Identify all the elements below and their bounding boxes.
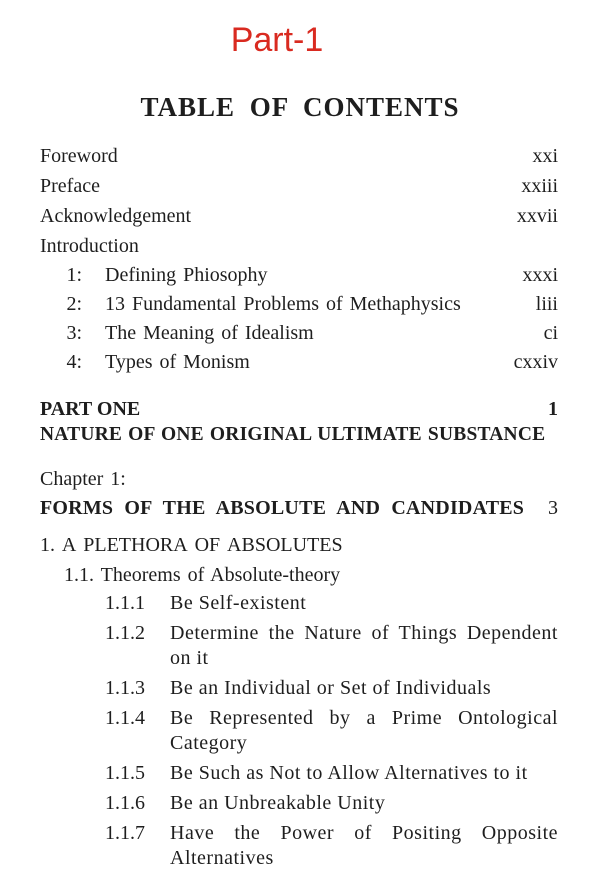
toc-entry-number: 3: [66,322,82,344]
chapter-title-row [40,494,558,523]
toc-entry [40,348,558,377]
theorem-entry [40,821,558,871]
section-1-1-heading: 1.1. Theorems of Absolute-theory [64,564,341,586]
toc-entry-label: Introduction [40,235,139,257]
toc-entry-page: xxvii [516,205,558,227]
theorem-entry [40,791,558,816]
toc-entry [40,319,558,348]
theorem-number: 1.1.1 [105,592,145,614]
toc-entry [40,290,558,319]
part-one-label: PART ONE [40,398,141,420]
toc-entry-page: xxiii [521,175,558,197]
theorem-entry [40,706,558,756]
theorem-text: Be an Unbreakable Unity [170,792,386,814]
page-title: TABLE OF CONTENTS [140,92,460,122]
theorem-list [40,591,558,871]
chapter-label: Chapter 1: [40,468,126,490]
theorem-number: 1.1.6 [105,792,145,814]
theorem-text: Be an Individual or Set of Individuals [170,677,492,699]
front-matter-list [40,141,558,261]
toc-entry-label: Types of Monism [105,351,250,373]
toc-entry-label: 13 Fundamental Problems of Methaphysics [105,293,461,315]
theorem-entry [40,676,558,701]
theorem-text: Be Self-existent [170,592,307,614]
toc-entry-label: Acknowledgement [40,205,192,227]
theorem-text: Be Represented by a Prime Ontological Category [170,707,558,754]
part-one-title-row [40,396,558,422]
toc-entry [40,171,558,201]
part-one-subtitle: NATURE OF ONE ORIGINAL ULTIMATE SUBSTANCE [40,424,546,445]
toc-entry-number: 1: [66,264,82,286]
toc-entry-page: cxxiv [513,351,558,373]
introduction-item-list [40,261,558,377]
toc-entry-label: The Meaning of Idealism [105,322,314,344]
toc-entry-label: Defining Phiosophy [105,264,268,286]
part-one-page: 1 [548,398,558,420]
theorem-number: 1.1.4 [105,707,145,729]
theorem-number: 1.1.5 [105,762,145,784]
toc-entry [40,201,558,231]
chapter-heading [40,465,558,523]
toc-entry-number: 4: [66,351,82,373]
toc-entry-page: liii [535,293,558,315]
part-label: Part-1 [230,21,324,59]
section-list [40,530,558,876]
theorem-number: 1.1.3 [105,677,145,699]
toc-entry-label: Preface [40,175,100,197]
part-one-heading [40,396,558,448]
toc-entry-label: Foreword [40,145,118,167]
theorem-text: Determine the Nature of Things Dependent on it [170,622,558,669]
theorem-number: 1.1.7 [105,822,145,844]
theorem-entry [40,621,558,671]
section-1-heading: 1. A PLETHORA OF ABSOLUTES [40,534,343,556]
toc-entry-page: xxi [532,145,558,167]
toc-entry [40,231,558,261]
theorem-number: 1.1.2 [105,622,145,644]
toc-entry [40,261,558,290]
theorem-text: Have the Power of Positing Opposite Alternatives [170,822,558,869]
theorem-text: Be Such as Not to Allow Alternatives to it [170,762,528,784]
theorem-entry [40,761,558,786]
theorem-entry [40,591,558,616]
toc-entry-number: 2: [66,293,82,315]
toc-entry [40,141,558,171]
toc-entry-page: xxxi [522,264,558,286]
chapter-title: FORMS OF THE ABSOLUTE AND CANDIDATES [40,497,525,519]
toc-entry-page: ci [543,322,558,344]
chapter-page: 3 [548,497,558,519]
